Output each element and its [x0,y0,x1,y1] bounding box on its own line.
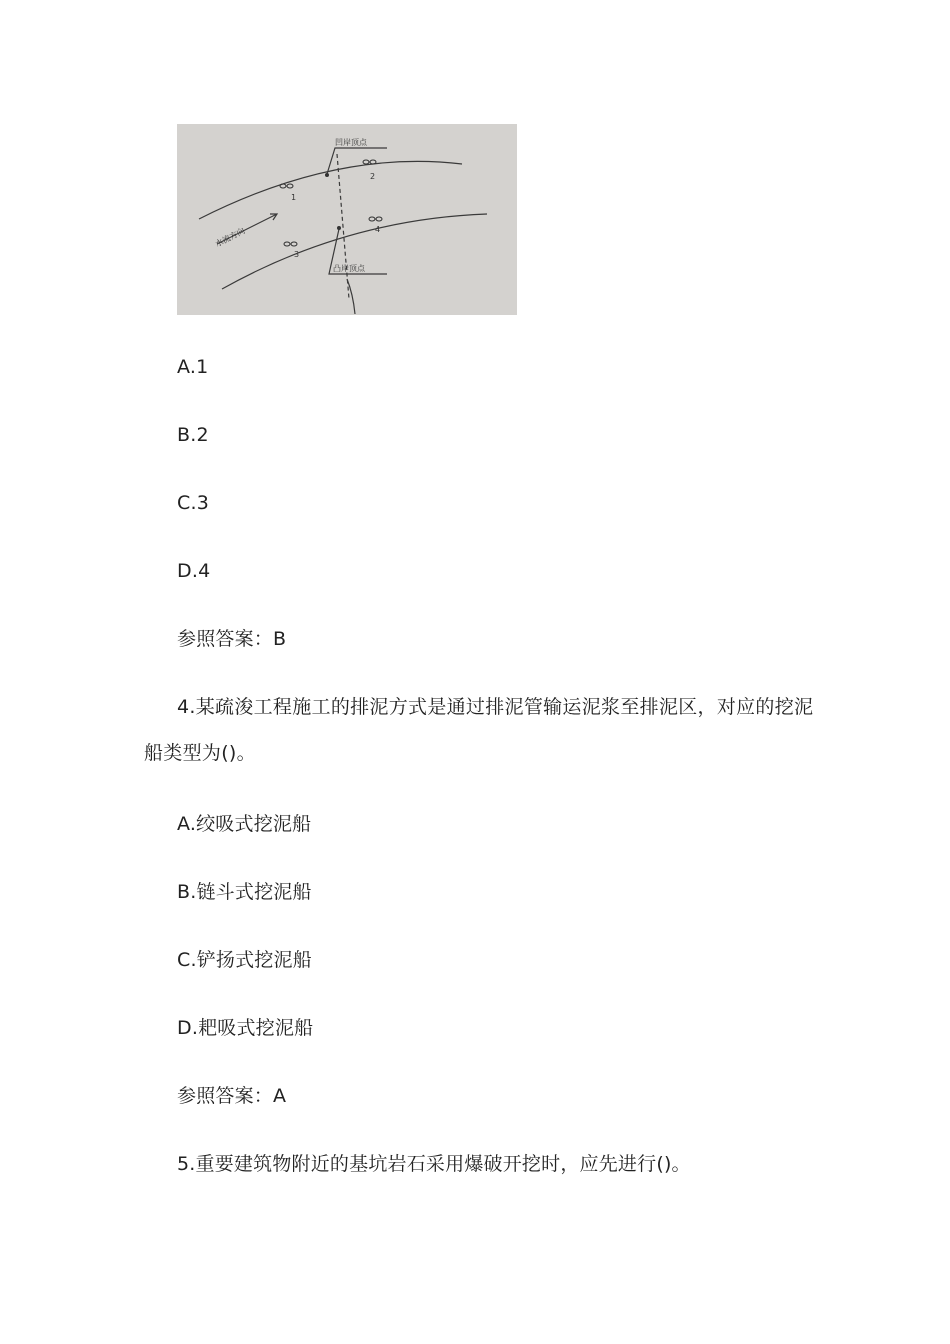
q4-option-a: A.绞吸式挖泥船 [177,813,312,835]
q3-option-d: D.4 [177,560,211,582]
q4-text-line2: 船类型为()。 [144,742,256,764]
q3-answer: 参照答案：B [177,628,287,650]
q4-option-d: D.耙吸式挖泥船 [177,1017,314,1039]
q4-answer: 参照答案：A [177,1085,287,1107]
lower-bank-line [222,214,487,289]
q5-question: 5.重要建筑物附近的基坑岩石采用爆破开挖时，应先进行()。 [177,1153,691,1175]
convex-point-label: 凸岸顶点 [333,264,365,273]
mark-3-label: 3 [294,250,300,259]
q3-option-a: A.1 [177,356,209,378]
mark-1-label: 1 [291,193,297,202]
q4-question [144,695,814,765]
upper-bank-line [199,161,462,219]
q4-text-line1: 4.某疏浚工程施工的排泥方式是通过排泥管输运泥浆至排泥区，对应的挖泥 [177,696,814,718]
mark-2-label: 2 [370,172,376,181]
concave-point-label: 凹岸顶点 [335,138,367,147]
river-bend-figure [177,124,517,315]
q3-option-c: C.3 [177,492,209,514]
mark-4-label: 4 [375,225,381,234]
q3-option-b: B.2 [177,424,209,446]
q4-option-c: C.铲扬式挖泥船 [177,949,312,971]
q4-option-b: B.链斗式挖泥船 [177,881,312,903]
flow-direction-label: 水流方向 [213,226,247,249]
